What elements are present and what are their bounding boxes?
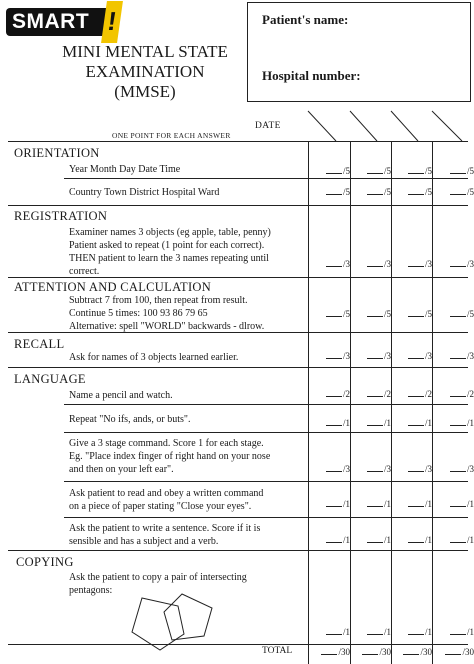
divider — [8, 550, 468, 551]
score-blank[interactable] — [408, 316, 424, 317]
score-field-l4[interactable] — [316, 499, 350, 509]
section-recall: RECALL — [14, 337, 65, 351]
score-max: /30 — [379, 647, 391, 657]
section-orientation: ORIENTATION — [14, 146, 100, 160]
score-blank[interactable] — [403, 654, 419, 655]
score-field-rec[interactable] — [316, 351, 350, 361]
score-max: /30 — [420, 647, 432, 657]
score-field-l3[interactable] — [440, 464, 474, 474]
item-attention — [69, 294, 264, 333]
divider — [8, 141, 468, 142]
score-max: /1 — [466, 499, 474, 509]
score-field-total[interactable] — [316, 647, 350, 657]
score-field-cop[interactable] — [440, 627, 474, 637]
score-field-cop[interactable] — [316, 627, 350, 637]
score-field-att[interactable] — [316, 309, 350, 319]
score-field-reg[interactable] — [357, 259, 391, 269]
score-max: /3 — [342, 259, 350, 269]
score-blank[interactable] — [326, 634, 342, 635]
score-max: /3 — [383, 351, 391, 361]
score-field-total[interactable] — [440, 647, 474, 657]
divider — [8, 367, 468, 368]
divider — [64, 481, 468, 482]
item-time: Year Month Day Date Time — [69, 164, 181, 175]
column-line — [432, 141, 433, 664]
score-blank[interactable] — [408, 506, 424, 507]
score-blank[interactable] — [408, 396, 424, 397]
date-label: DATE — [255, 121, 281, 131]
text-line: Give a 3 stage command. Score 1 for each stage. — [69, 438, 264, 449]
score-max: /30 — [462, 647, 474, 657]
score-blank[interactable] — [367, 358, 383, 359]
score-field-o2[interactable] — [357, 187, 391, 197]
score-field-reg[interactable] — [316, 259, 350, 269]
score-blank[interactable] — [326, 316, 342, 317]
text-line: pentagons: — [69, 585, 113, 596]
total-label: TOTAL — [262, 646, 293, 656]
score-blank[interactable] — [367, 396, 383, 397]
score-blank[interactable] — [326, 471, 342, 472]
text-line: Ask the patient to write a sentence. Score if it is — [69, 523, 261, 534]
score-field-l3[interactable] — [398, 464, 432, 474]
text-line: sensible and has a subject and a verb. — [69, 536, 219, 547]
score-max: /3 — [466, 464, 474, 474]
score-blank[interactable] — [450, 316, 466, 317]
text-line: Ask the patient to copy a pair of intersecting — [69, 572, 247, 583]
score-max: /1 — [383, 499, 391, 509]
score-blank[interactable] — [408, 542, 424, 543]
score-blank[interactable] — [326, 358, 342, 359]
column-line — [350, 141, 351, 664]
score-field-l2[interactable] — [398, 418, 432, 428]
score-field-att[interactable] — [398, 309, 432, 319]
score-max: /2 — [383, 389, 391, 399]
score-field-o1[interactable] — [398, 166, 432, 176]
text-line: Examiner names 3 objects (eg apple, table, penny) — [69, 227, 271, 238]
score-blank[interactable] — [450, 173, 466, 174]
score-blank[interactable] — [450, 506, 466, 507]
score-field-total[interactable] — [398, 647, 432, 657]
score-blank[interactable] — [450, 266, 466, 267]
score-field-rec[interactable] — [357, 351, 391, 361]
text-line: Subtract 7 from 100, then repeat from result. — [69, 295, 248, 306]
score-max: /5 — [466, 187, 474, 197]
divider — [64, 404, 468, 405]
score-max: /1 — [466, 418, 474, 428]
score-blank[interactable] — [450, 542, 466, 543]
score-field-l5[interactable] — [357, 535, 391, 545]
column-line — [308, 141, 309, 664]
column-line — [391, 141, 392, 664]
score-field-l2[interactable] — [357, 418, 391, 428]
score-field-o2[interactable] — [398, 187, 432, 197]
score-max: /5 — [342, 166, 350, 176]
score-field-att[interactable] — [357, 309, 391, 319]
score-max: /1 — [342, 535, 350, 545]
title-line-3: (MMSE) — [114, 82, 176, 101]
score-max: /1 — [342, 627, 350, 637]
score-blank[interactable] — [408, 358, 424, 359]
score-max: /2 — [342, 389, 350, 399]
item-name-objects: Name a pencil and watch. — [69, 390, 173, 401]
text-line: Patient asked to repeat (1 point for each correct). — [69, 240, 265, 251]
item-three-stage-command — [69, 437, 270, 476]
score-max: /1 — [383, 418, 391, 428]
score-max: /1 — [342, 499, 350, 509]
section-copying: COPYING — [16, 555, 74, 569]
score-blank[interactable] — [321, 654, 337, 655]
score-field-reg[interactable] — [440, 259, 474, 269]
score-max: /5 — [383, 187, 391, 197]
score-field-rec[interactable] — [440, 351, 474, 361]
score-blank[interactable] — [408, 194, 424, 195]
section-language: LANGUAGE — [14, 372, 86, 386]
score-field-o2[interactable] — [316, 187, 350, 197]
title-line-2: EXAMINATION — [85, 62, 205, 81]
score-field-o1[interactable] — [357, 166, 391, 176]
hospital-number-label: Hospital number: — [262, 68, 361, 83]
item-repeat-phrase: Repeat "No ifs, ands, or buts". — [69, 414, 191, 425]
score-field-total[interactable] — [357, 647, 391, 657]
score-field-l3[interactable] — [357, 464, 391, 474]
score-blank[interactable] — [367, 471, 383, 472]
score-field-l4[interactable] — [440, 499, 474, 509]
score-max: /2 — [466, 389, 474, 399]
score-blank[interactable] — [326, 396, 342, 397]
score-field-l2[interactable] — [316, 418, 350, 428]
score-max: /5 — [466, 309, 474, 319]
score-max: /1 — [424, 499, 432, 509]
score-field-o1[interactable] — [440, 166, 474, 176]
score-field-l1[interactable] — [316, 389, 350, 399]
score-max: /30 — [338, 647, 350, 657]
score-max: /3 — [424, 259, 432, 269]
score-max: /5 — [424, 309, 432, 319]
score-max: /1 — [383, 535, 391, 545]
score-max: /3 — [342, 351, 350, 361]
score-blank[interactable] — [445, 654, 461, 655]
divider — [64, 517, 468, 518]
score-max: /1 — [424, 535, 432, 545]
score-blank[interactable] — [450, 425, 466, 426]
intersecting-pentagons-figure — [120, 590, 220, 654]
score-field-o2[interactable] — [440, 187, 474, 197]
score-blank[interactable] — [450, 358, 466, 359]
score-max: /2 — [424, 389, 432, 399]
score-field-o1[interactable] — [316, 166, 350, 176]
score-field-l4[interactable] — [398, 499, 432, 509]
score-max: /5 — [342, 309, 350, 319]
score-field-l5[interactable] — [316, 535, 350, 545]
score-field-rec[interactable] — [398, 351, 432, 361]
score-max: /5 — [383, 309, 391, 319]
logo-exclamation: ! — [101, 1, 123, 43]
score-blank[interactable] — [367, 506, 383, 507]
title-line-1: MINI MENTAL STATE — [62, 42, 228, 61]
score-field-cop[interactable] — [357, 627, 391, 637]
one-point-note: ONE POINT FOR EACH ANSWER — [112, 131, 231, 140]
text-line: Eg. "Place index finger of right hand on your nose — [69, 451, 271, 462]
score-blank[interactable] — [367, 542, 383, 543]
score-field-reg[interactable] — [398, 259, 432, 269]
score-blank[interactable] — [408, 266, 424, 267]
score-blank[interactable] — [367, 194, 383, 195]
score-blank[interactable] — [362, 654, 378, 655]
patient-name-label: Patient's name: — [262, 12, 349, 27]
divider — [64, 178, 468, 179]
text-line: Ask patient to read and obey a written command — [69, 488, 264, 499]
score-max: /3 — [466, 259, 474, 269]
score-field-l5[interactable] — [398, 535, 432, 545]
score-blank[interactable] — [408, 173, 424, 174]
score-field-l3[interactable] — [316, 464, 350, 474]
score-blank[interactable] — [367, 316, 383, 317]
score-field-l1[interactable] — [440, 389, 474, 399]
score-max: /1 — [383, 627, 391, 637]
score-max: /3 — [383, 464, 391, 474]
text-line: correct. — [69, 266, 100, 277]
score-field-l2[interactable] — [440, 418, 474, 428]
text-line: Continue 5 times: 100 93 86 79 65 — [69, 308, 208, 319]
text-line: and then on your left ear". — [69, 464, 174, 475]
score-max: /5 — [466, 166, 474, 176]
score-blank[interactable] — [367, 266, 383, 267]
score-blank[interactable] — [367, 634, 383, 635]
score-blank[interactable] — [450, 634, 466, 635]
score-max: /5 — [342, 187, 350, 197]
score-blank[interactable] — [326, 194, 342, 195]
divider — [8, 205, 468, 206]
text-line: on a piece of paper stating "Close your eyes". — [69, 501, 252, 512]
score-field-l1[interactable] — [398, 389, 432, 399]
logo-text: SMART — [12, 10, 90, 33]
score-field-l5[interactable] — [440, 535, 474, 545]
score-blank[interactable] — [326, 542, 342, 543]
score-blank[interactable] — [450, 194, 466, 195]
section-registration: REGISTRATION — [14, 209, 108, 223]
text-line: THEN patient to learn the 3 names repeating until — [69, 253, 269, 264]
score-blank[interactable] — [367, 425, 383, 426]
divider — [64, 432, 468, 433]
score-max: /1 — [466, 627, 474, 637]
score-field-cop[interactable] — [398, 627, 432, 637]
score-blank[interactable] — [326, 425, 342, 426]
score-max: /5 — [383, 166, 391, 176]
score-max: /3 — [424, 464, 432, 474]
divider — [8, 644, 468, 645]
section-attention: ATTENTION AND CALCULATION — [14, 280, 212, 294]
score-blank[interactable] — [326, 266, 342, 267]
score-max: /3 — [383, 259, 391, 269]
item-write-sentence — [69, 522, 260, 548]
score-max: /1 — [424, 418, 432, 428]
score-max: /3 — [342, 464, 350, 474]
score-max: /1 — [342, 418, 350, 428]
score-blank[interactable] — [450, 396, 466, 397]
score-field-att[interactable] — [440, 309, 474, 319]
score-blank[interactable] — [408, 471, 424, 472]
item-read-obey — [69, 487, 263, 513]
item-place: Country Town District Hospital Ward — [69, 187, 220, 198]
score-blank[interactable] — [408, 425, 424, 426]
score-blank[interactable] — [408, 634, 424, 635]
score-max: /3 — [424, 351, 432, 361]
score-max: /1 — [466, 535, 474, 545]
item-recall: Ask for names of 3 objects learned earlier. — [69, 352, 239, 363]
item-registration — [69, 226, 271, 278]
score-max: /5 — [424, 187, 432, 197]
score-field-l1[interactable] — [357, 389, 391, 399]
score-max: /3 — [466, 351, 474, 361]
text-line: Alternative: spell "WORLD" backwards - dlrow. — [69, 321, 265, 332]
score-blank[interactable] — [326, 506, 342, 507]
score-blank[interactable] — [326, 173, 342, 174]
score-blank[interactable] — [450, 471, 466, 472]
score-max: /1 — [424, 627, 432, 637]
score-blank[interactable] — [367, 173, 383, 174]
score-field-l4[interactable] — [357, 499, 391, 509]
score-max: /5 — [424, 166, 432, 176]
